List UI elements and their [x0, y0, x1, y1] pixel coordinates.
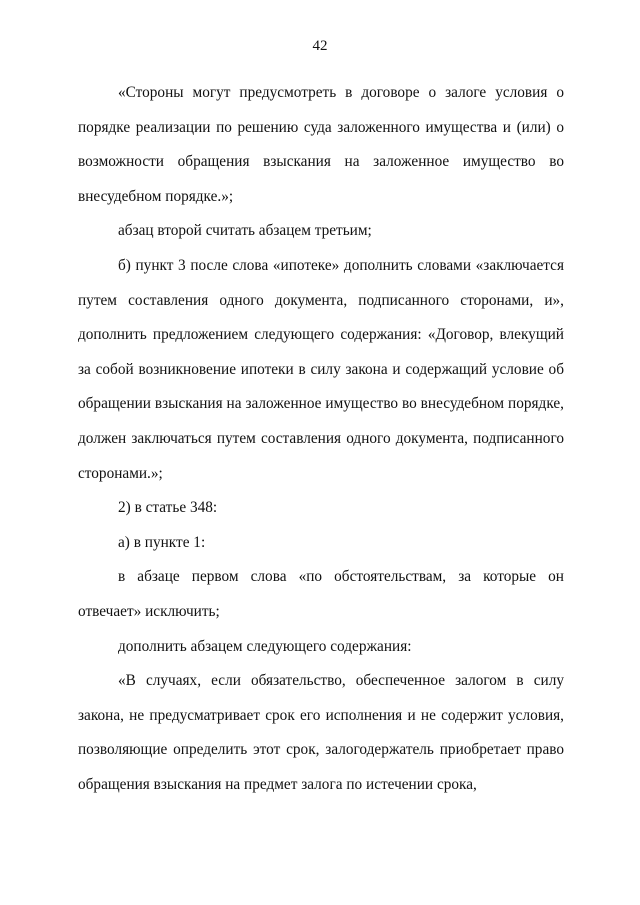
paragraph-renumber-clause: абзац второй считать абзацем третьим; — [118, 222, 372, 240]
paragraph-article-348: 2) в статье 348: — [118, 499, 218, 517]
page-number: 42 — [312, 38, 328, 54]
paragraph-exclude-words: в абзаце первом слова «по обстоятельствам, за которые он отвечает» исключить; — [78, 568, 564, 620]
paragraph-item-a-point-1: а) в пункте 1: — [118, 533, 206, 551]
paragraph-new-clause-quote: «В случаях, если обязательство, обеспеченное залогом в силу закона, не предусматривает срок его исполнения и не содержит условия, позволяющие определить этот срок, залогодержатель приобретает право обращения взыскания на предмет залога по истечении срока, — [78, 672, 564, 793]
paragraph-pledge-terms-quote: «Стороны могут предусмотреть в договоре о залоге условия о порядке реализации по решению суда заложенного имущества и (или) о возможности обращения взыскания на заложенное имущество во внесудебном порядке.»; — [78, 84, 564, 205]
paragraph-item-b-point-3: б) пункт 3 после слова «ипотеке» дополнить словами «заключается путем составления одного документа, подписанного сторонами, и», дополнить предложением следующего содержания: «Договор, влекущий за собой возникновение ипотеки в силу закона и содержащий условие об обращении взыскания на заложенное имущество во внесудебном порядке, должен заключаться путем составления одного документа, подписанного сторонами.»; — [78, 256, 564, 482]
body-text — [78, 76, 564, 802]
paragraph-add-clause: дополнить абзацем следующего содержания: — [118, 637, 412, 655]
